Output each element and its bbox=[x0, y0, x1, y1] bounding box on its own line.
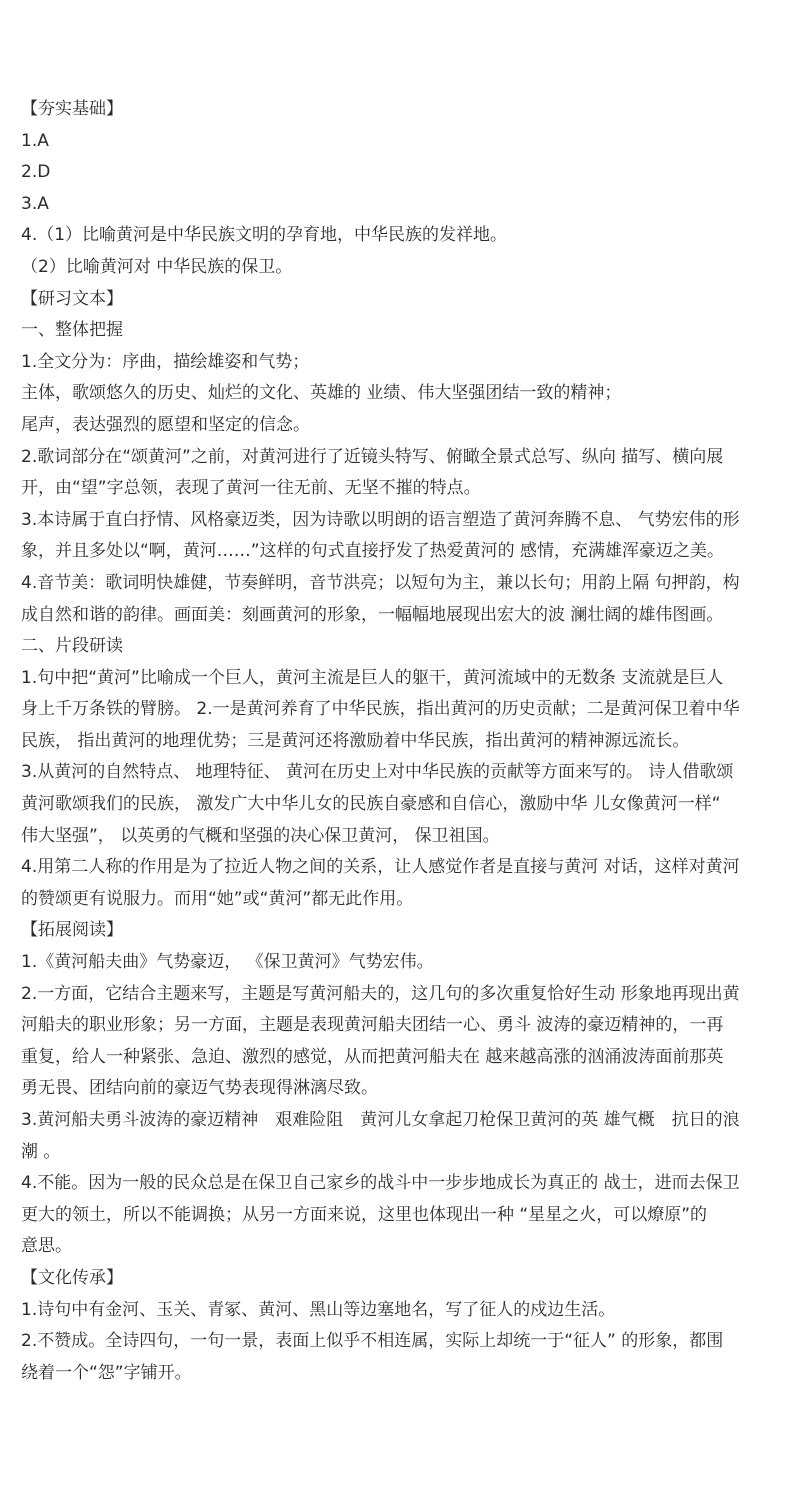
answer-line: 潮 。 bbox=[21, 1141, 61, 1162]
answer-line: 2.D bbox=[21, 162, 51, 183]
answer-document bbox=[21, 94, 781, 1389]
answer-line: 勇无畏、团结向前的豪迈气势表现得淋漓尽致。 bbox=[21, 1078, 378, 1099]
section-heading: 【夯实基础】 bbox=[21, 99, 123, 119]
answer-line: 4.（1）比喻黄河是中华民族文明的孕育地，中华民族的发祥地。 bbox=[21, 225, 508, 246]
subsection-heading: 一、整体把握 bbox=[21, 320, 123, 341]
answer-line: 1.全文分为：序曲，描绘雄姿和气势； bbox=[21, 351, 310, 372]
answer-line: 开，由“望”字总领，表现了黄河一往无前、无坚不摧的特点。 bbox=[21, 478, 481, 499]
section-heading: 【研习文本】 bbox=[21, 288, 123, 309]
answer-line: 2.一方面，它结合主题来写，主题是写黄河船夫的，这几句的多次重复恰好生动 形象地再现出黄 bbox=[21, 983, 740, 1004]
answer-line: 黄河歌颂我们的民族， 激发广大中华儿女的民族自豪感和自信心，激励中华 儿女像黄河一样“ bbox=[21, 794, 721, 815]
answer-line: 1.A bbox=[21, 130, 49, 151]
answer-line: 河船夫的职业形象；另一方面，主题是表现黄河船夫团结一心、勇斗 波涛的豪迈精神的，一再 bbox=[21, 1015, 724, 1036]
answer-line: 民族， 指出黄河的地理优势；三是黄河还将激励着中华民族，指出黄河的精神源远流长。 bbox=[21, 730, 690, 751]
answer-line: 象，并且多处以“啊，黄河……”这样的句式直接抒发了热爱黄河的 感情，充满雄浑豪迈之美。 bbox=[21, 541, 725, 562]
answer-line: 伟大坚强”， 以英勇的气概和坚强的决心保卫黄河， 保卫祖国。 bbox=[21, 825, 500, 846]
answer-line: 身上千万条铁的臂膀。 2.一是黄河养育了中华民族，指出黄河的历史贡献；二是黄河保卫着中华 bbox=[21, 699, 740, 720]
answer-line: 绕着一个“怨”字铺开。 bbox=[21, 1362, 192, 1383]
answer-line: 1.句中把“黄河”比喻成一个巨人，黄河主流是巨人的躯干，黄河流域中的无数条 支流就是巨人 bbox=[21, 667, 724, 688]
answer-line: 成自然和谐的韵律。画面美：刻画黄河的形象，一幅幅地展现出宏大的波 澜壮阔的雄伟图画。 bbox=[21, 604, 724, 625]
answer-line: 1.诗句中有金河、玉关、青冢、黄河、黑山等边塞地名，写了征人的戍边生活。 bbox=[21, 1299, 616, 1320]
subsection-heading: 二、片段研读 bbox=[21, 636, 123, 657]
answer-line: 1.《黄河船夫曲》气势豪迈， 《保卫黄河》气势宏伟。 bbox=[21, 952, 434, 973]
answer-line: 3.本诗属于直白抒情、风格豪迈类，因为诗歌以明朗的语言塑造了黄河奔腾不息、 气势宏伟的形 bbox=[21, 509, 740, 530]
answer-line: 4.不能。因为一般的民众总是在保卫自己家乡的战斗中一步步地成长为真正的 战士，进而去保卫 bbox=[21, 1173, 740, 1194]
answer-line: 2.歌词部分在“颂黄河”之前，对黄河进行了近镜头特写、俯瞰全景式总写、纵向 描写、横向展 bbox=[21, 446, 724, 467]
section-heading: 【文化传承】 bbox=[21, 1267, 123, 1288]
answer-line: 尾声，表达强烈的愿望和坚定的信念。 bbox=[21, 414, 310, 435]
answer-line: （2）比喻黄河对 中华民族的保卫。 bbox=[21, 256, 293, 277]
answer-line: 意思。 bbox=[21, 1236, 72, 1257]
answer-line: 2.不赞成。全诗四句，一句一景，表面上似乎不相连属，实际上却统一于“征人” 的形象，都围 bbox=[21, 1331, 724, 1352]
section-heading: 【拓展阅读】 bbox=[21, 920, 123, 941]
answer-line: 3.黄河船夫勇斗波涛的豪迈精神 艰难险阻 黄河儿女拿起刀枪保卫黄河的英 雄气概 抗日的浪 bbox=[21, 1110, 740, 1130]
answer-line: 4.音节美：歌词明快雄健，节奏鲜明，音节洪亮；以短句为主，兼以长句；用韵上隔 句押韵，构 bbox=[21, 572, 740, 593]
answer-line: 3.从黄河的自然特点、 地理特征、 黄河在历史上对中华民族的贡献等方面来写的。 诗人借歌颂 bbox=[21, 762, 734, 783]
answer-line: 3.A bbox=[21, 193, 49, 214]
answer-line: 的赞颂更有说服力。而用“她”或“黄河”都无此作用。 bbox=[21, 888, 414, 909]
answer-line: 主体，歌颂悠久的历史、灿烂的文化、英雄的 业绩、伟大坚强团结一致的精神； bbox=[21, 383, 622, 404]
answer-line: 更大的领土，所以不能调换；从另一方面来说，这里也体现出一种 “星星之火，可以燎原”的 bbox=[21, 1204, 708, 1225]
answer-line: 4.用第二人称的作用是为了拉近人物之间的关系，让人感觉作者是直接与黄河 对话，这样对黄河 bbox=[21, 857, 740, 878]
answer-line: 重复，给人一种紧张、急迫、激烈的感觉，从而把黄河船夫在 越来越高涨的汹涌波涛面前那英 bbox=[21, 1046, 724, 1067]
